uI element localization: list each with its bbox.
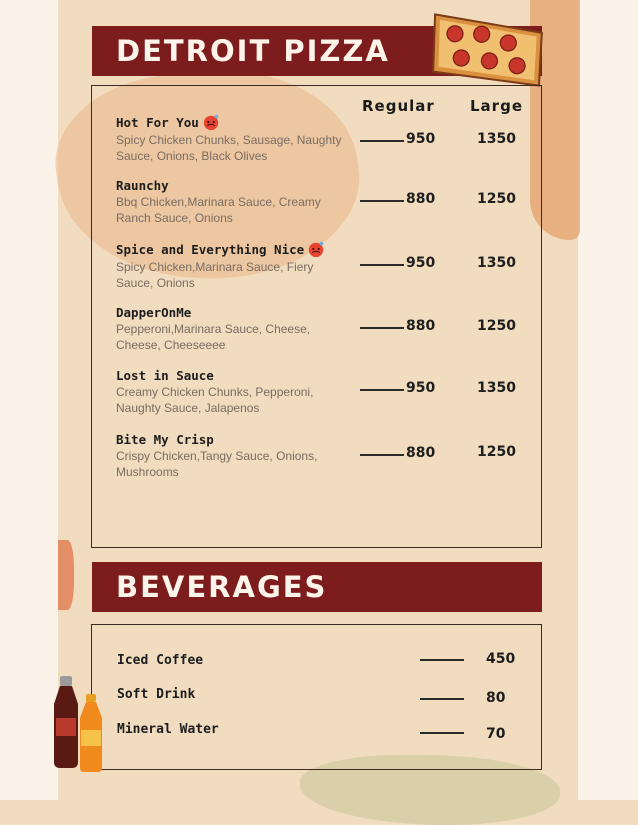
beverage-name: Iced Coffee [117, 653, 204, 668]
regular-column-header: Regular [362, 97, 435, 115]
item-name: Lost in Sauce [116, 368, 214, 383]
item-name-row [116, 368, 348, 383]
item-name-row [116, 305, 348, 320]
hot-face-emoji-icon [306, 240, 326, 258]
item-description: Spicy Chicken Chunks, Sausage, Naughty Sauce, Onions, Black Olives [116, 133, 342, 163]
pizza-slice-illustration [418, 6, 556, 94]
large-price: 1350 [477, 131, 516, 147]
item-name: Bite My Crisp [116, 432, 214, 447]
item-name: DapperOnMe [116, 305, 192, 320]
item-name-row [116, 178, 348, 193]
price-leader-line [360, 264, 404, 266]
right-margin [578, 0, 638, 800]
price-leader-line [360, 200, 404, 202]
item-name-row [116, 432, 348, 447]
large-price: 1350 [477, 255, 516, 271]
beverages-section-title: BEVERAGES [116, 570, 328, 604]
regular-price: 880 [406, 445, 436, 461]
item-description: Bbq Chicken,Marinara Sauce, Creamy Ranch Sauce, Onions [116, 195, 321, 225]
beverage-name: Soft Drink [117, 687, 196, 702]
regular-price: 950 [406, 255, 436, 271]
beverage-price: 450 [486, 651, 516, 667]
price-leader-line [420, 698, 464, 700]
watercolor-wash [58, 540, 74, 610]
item-name-row [116, 240, 348, 258]
menu-item [116, 240, 348, 291]
item-name-row [116, 113, 348, 131]
menu-item [116, 305, 348, 353]
large-column-header: Large [470, 97, 523, 115]
price-leader-line [360, 327, 404, 329]
price-leader-line [420, 732, 464, 734]
large-price: 1250 [477, 191, 516, 207]
beverage-price: 70 [486, 726, 506, 742]
regular-price: 880 [406, 318, 436, 334]
large-price: 1250 [477, 318, 516, 334]
regular-price: 950 [406, 380, 436, 396]
regular-price: 950 [406, 131, 436, 147]
menu-item [116, 432, 348, 480]
price-leader-line [360, 389, 404, 391]
beverage-price: 80 [486, 690, 506, 706]
menu-item [116, 178, 348, 226]
menu-item [116, 113, 348, 164]
price-leader-line [360, 140, 404, 142]
large-price: 1350 [477, 380, 516, 396]
item-name: Hot For You [116, 114, 199, 130]
soda-bottles-illustration [54, 674, 112, 774]
regular-price: 880 [406, 191, 436, 207]
beverages-section-banner [92, 562, 542, 612]
item-description: Crispy Chicken,Tangy Sauce, Onions, Mushrooms [116, 449, 318, 479]
item-description: Pepperoni,Marinara Sauce, Cheese, Cheese, Cheeseeee [116, 322, 311, 352]
item-description: Spicy Chicken,Marinara Sauce, Fiery Sauce, Onions [116, 260, 314, 290]
beverage-name: Mineral Water [117, 722, 219, 737]
item-name: Raunchy [116, 178, 169, 193]
item-description: Creamy Chicken Chunks, Pepperoni, Naughty Sauce, Jalapenos [116, 385, 314, 415]
large-price: 1250 [477, 444, 516, 460]
price-leader-line [360, 454, 404, 456]
left-margin [0, 0, 58, 800]
item-name: Spice and Everything Nice [116, 241, 305, 257]
hot-face-emoji-icon [201, 113, 221, 131]
price-leader-line [420, 659, 464, 661]
menu-item [116, 368, 348, 416]
pizza-section-title: DETROIT PIZZA [116, 34, 390, 68]
